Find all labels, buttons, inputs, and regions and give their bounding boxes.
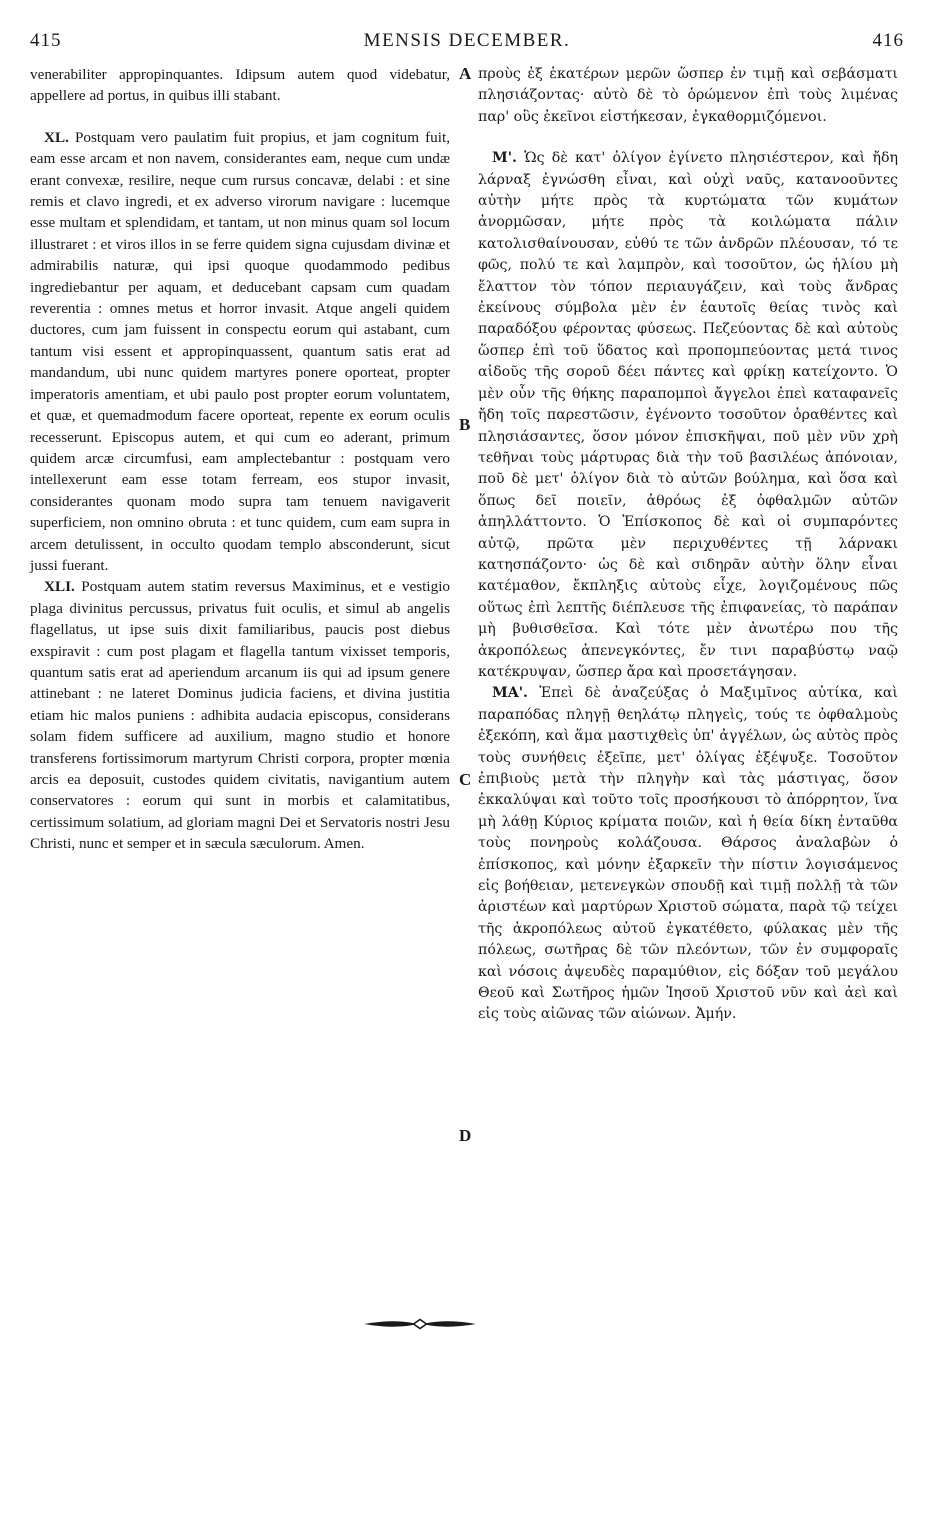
running-head: MENSIS DECEMBER.	[363, 30, 571, 51]
margin-marker-a: A	[459, 64, 472, 83]
latin-chapter-41-text: Postquam autem statim reversus Maximinus, et e vestigio plaga divinitus percussus, privatus fuit oculis, et simul ab angelis flagellatus, ut ipse suis dixit familiaribus, paucis post diebus exspiravit : cum post plagam et flagella tantum vixisset temporis, quantum satis erat ad aperiendum arcanum iis qui ad ipsum genere attinebant : ne lateret Dominus judicia faciens, et divina justitia etiam hic malos puniens : adhibita audacia episcopus, considerans solam fidem sufficere ad auxilium, magno studio et honore transferens fortissimorum martyrum Christi corpora, propter mœnia arcis ea deposuit, custodes quidem civitatis, navigantium autem conservatores : eorum qui sunt in morbis et calamitatibus, certissimum solatium, ad gloriam magni Dei et Servatoris nostri Jesu Christi, nunc et semper et in sæcula sæculorum. Amen.	[30, 578, 451, 853]
latin-chapter-40-number: XL.	[44, 128, 69, 146]
greek-intro-paragraph: προὺς ἐξ ἑκατέρων μερῶν ὥσπερ ἐν τιμῇ καὶ σεβάσματι πλησιάζοντας· αὐτὸ δὲ τὸ ὁρώμενον ἐπὶ τοὺς λιμένας παρ' οὓς ἐκεῖνοι εἱστήκεσαν, ἐγκαθορμιζόμενοι.	[478, 66, 898, 125]
greek-chapter-40	[478, 148, 898, 683]
page-number-right: 416	[872, 30, 904, 51]
latin-chapter-41-number: XLI.	[44, 578, 75, 596]
latin-chapter-41	[30, 576, 450, 854]
greek-column	[478, 64, 898, 1026]
end-ornament	[362, 1316, 478, 1332]
greek-chapter-41	[478, 683, 898, 1026]
margin-marker-b: B	[459, 415, 471, 434]
latin-chapter-40	[30, 127, 450, 577]
greek-chapter-41-text: Ἐπεὶ δὲ ἀναζεύξας ὁ Μαξιμῖνος αὐτίκα, καὶ παραπόδας πληγῇ θεηλάτῳ πληγεὶς, τούς τε ὀφθαλμοὺς ἐξεκόπη, καὶ ἅμα μαστιχθεὶς ὑπ' ἀγγέλων, ὡς αὐτὸς πρὸς τοὺς συνήθεις ἐξεῖπε, μετ' ὀλίγας ἐξέψυξε. Τοσοῦτον ἐπιβιοὺς μετὰ τὴν πληγὴν καὶ τὰς μάστιγας, ὅσον ἐκκαλύψαι καὶ τοῦτο τοῖς προσήκουσι τὸ ἀπόρρητον, ἵνα μὴ λάθῃ Κύριος κρίματα ποιῶν, καὶ ἡ θεία δίκη ἐνταῦθα τοὺς πονηροὺς κολάζουσα. Θάρσος ἀναλαβὼν ὁ ἐπίσκοπος, καὶ μόνην ἐξαρκεῖν τὴν πίστιν λογισάμενος εἰς βοήθειαν, μετενεγκὼν σπουδῇ καὶ τιμῇ πολλῇ τὰ τῶν ἀριστέων καὶ μαρτύρων Χριστοῦ σώματα, παρὰ τῷ τείχει τῆς ἀκροπόλεως αὐτοῦ ἐγκατέθετο, φύλακας μὲν τῆς πόλεως, σωτῆρας δὲ τῶν πλεόντων, τῶν ἐν συμφοραῖς καὶ νόσοις ἀψευδὲς παραμύθιον, εἰς δόξαν τοῦ μεγάλου Θεοῦ καὶ Σωτῆρος ἡμῶν Ἰησοῦ Χριστοῦ νῦν καὶ ἀεὶ καὶ εἰς τοὺς αἰῶνας τῶν αἰώνων. Ἀμήν.	[478, 685, 898, 1023]
greek-chapter-40-number: Μ'.	[492, 150, 517, 167]
latin-chapter-40-text: Postquam vero paulatim fuit propius, et jam cognitum fuit, eam esse arcam et non navem, considerantes eam, neque cum undæ erant convexæ, resilire, neque cum rursus concavæ, delabi : et sine remis et clavo ingredi, et ex adverso virorum navigare : lucemque esse multam et splendidam, et tantam, ut non minus quam sol locum illustraret : et viros illos in se ferre quidem signa cujusdam divinæ et admirabilis naturæ, qui ipsi quoque quodammodo pedibus ingrediebantur per aquam, et deducebant capsam cum quadam reverentia : omnes metus et horror invasit. Atque angeli quidem ductores, cum jam fuissent in conspectu eorum qui astabant, cum tantum visi essent et appropinquassent, quantum satis erat ad mandandum, ubi nunc quidem martyres ponere oporteat, propter imperatoris amentiam, et ubi paulo post propter eorum voluntatem, et quæ, et quemadmodum facere oporteat, repente ex eorum oculis recesserunt. Episcopus autem, et qui cum eo aderant, primum quidem arcæ circumfusi, eam amplectebantur : postquam vero intellexerunt eam esse totam ferream, eos stupor invasit, considerantes quonam modo supra tam tenuem navigaverit superficiem, non omnino obruta : et tunc quidem, cum eam supra in arcem detulissent, in occulto quodam templo absconderunt, sicut jussi fuerant.	[30, 128, 451, 574]
margin-marker-d: D	[459, 1126, 472, 1145]
latin-intro-paragraph: venerabiliter appropinquantes. Idipsum autem quod videbatur, appellere ad portus, in quibus illi stabant.	[30, 66, 450, 105]
greek-chapter-41-number: ΜΑ'.	[492, 685, 528, 702]
page-header	[30, 30, 904, 60]
greek-chapter-40-text: Ὡς δὲ κατ' ὀλίγον ἐγίνετο πλησιέστερον, καὶ ἤδη λάρναξ ἐγνώσθη εἶναι, καὶ οὐχὶ ναῦς, κατανοοῦντες αὐτὴν μήτε πρὸς τὰ κυρτώματα τῶν κυμάτων ἀνορμῶσαν, μήτε πρὸς τὰ κοιλώματα πάλιν κατολισθαίνουσαν, εὐθύ τε τῶν ἀνδρῶν πλέουσαν, τό τε φῶς, πολύ τε καὶ λαμπρὸν, καὶ τοσοῦτον, ὡς ἡλίου μὴ ἔλαττον τὸν τόπον περιαυγάζειν, καὶ τοὺς ἄνδρας ἐκείνους σύμβολα μὲν ἐν ἑαυτοῖς θείας τινὸς καὶ παραδόξου φέροντας φύσεως. Πεζεύοντας δὲ καὶ αὐτοὺς ὥσπερ ἐπὶ τοῦ ὕδατος καὶ προπομπεύοντας μετά τινος αἰδοῦς τῆς σοροῦ δέει πάντες καὶ φρίκῃ κατείχοντο. Ὁ μὲν οὖν τῆς θήκης παραπομποὶ ἄγγελοι ἐπεὶ καταφανεῖς ἤδη τοῖς παρεστῶσιν, ἐγένοντο τοσοῦτον ὀραθέντες καὶ πλησιάσαντες, ὅσον μόνον ἐπισκῆψαι, ποῦ μὲν νῦν χρὴ τεθῆναι τοὺς μάρτυρας διὰ τὴν τοῦ βασιλέως ἀπόνοιαν, ποῦ δὲ μετ' ὀλίγον διὰ τὸ αὐτῶν βούλημα, καὶ ὅσα καὶ ὅπως δεῖ ποιεῖν, ἀθρόως ἐξ ὀφθαλμῶν αὐτῶν ἀπηλλάττοντο. Ὁ Ἐπίσκοπος δὲ καὶ οἱ συμπαρόντες αὐτῷ, πρῶτα μὲν περιχυθέντες τῇ λάρνακι κατησπάζοντο· ὡς δὲ καὶ σιδηρᾶν αὐτὴν ὅλην εἶναι κατέμαθον, ἔκπληξις αὐτοὺς εἶχε, λογιζομένους πῶς οὕτως ἐπὶ λεπτῆς διέπλευσε τῆς ἐπιφανείας, τὸ παράπαν μὴ βυθισθεῖσα. Καὶ τότε μὲν ἀνωτέρω που τῆς ἀκροπόλεως ἀπενεγκόντες, ἔν τινι παραβύστῳ ναῷ κατέκρυψαν, ὥσπερ ἄρα καὶ προσετάγησαν.	[478, 150, 898, 680]
margin-marker-c: C	[459, 770, 472, 789]
latin-column	[30, 64, 450, 855]
page-number-left: 415	[30, 30, 62, 51]
